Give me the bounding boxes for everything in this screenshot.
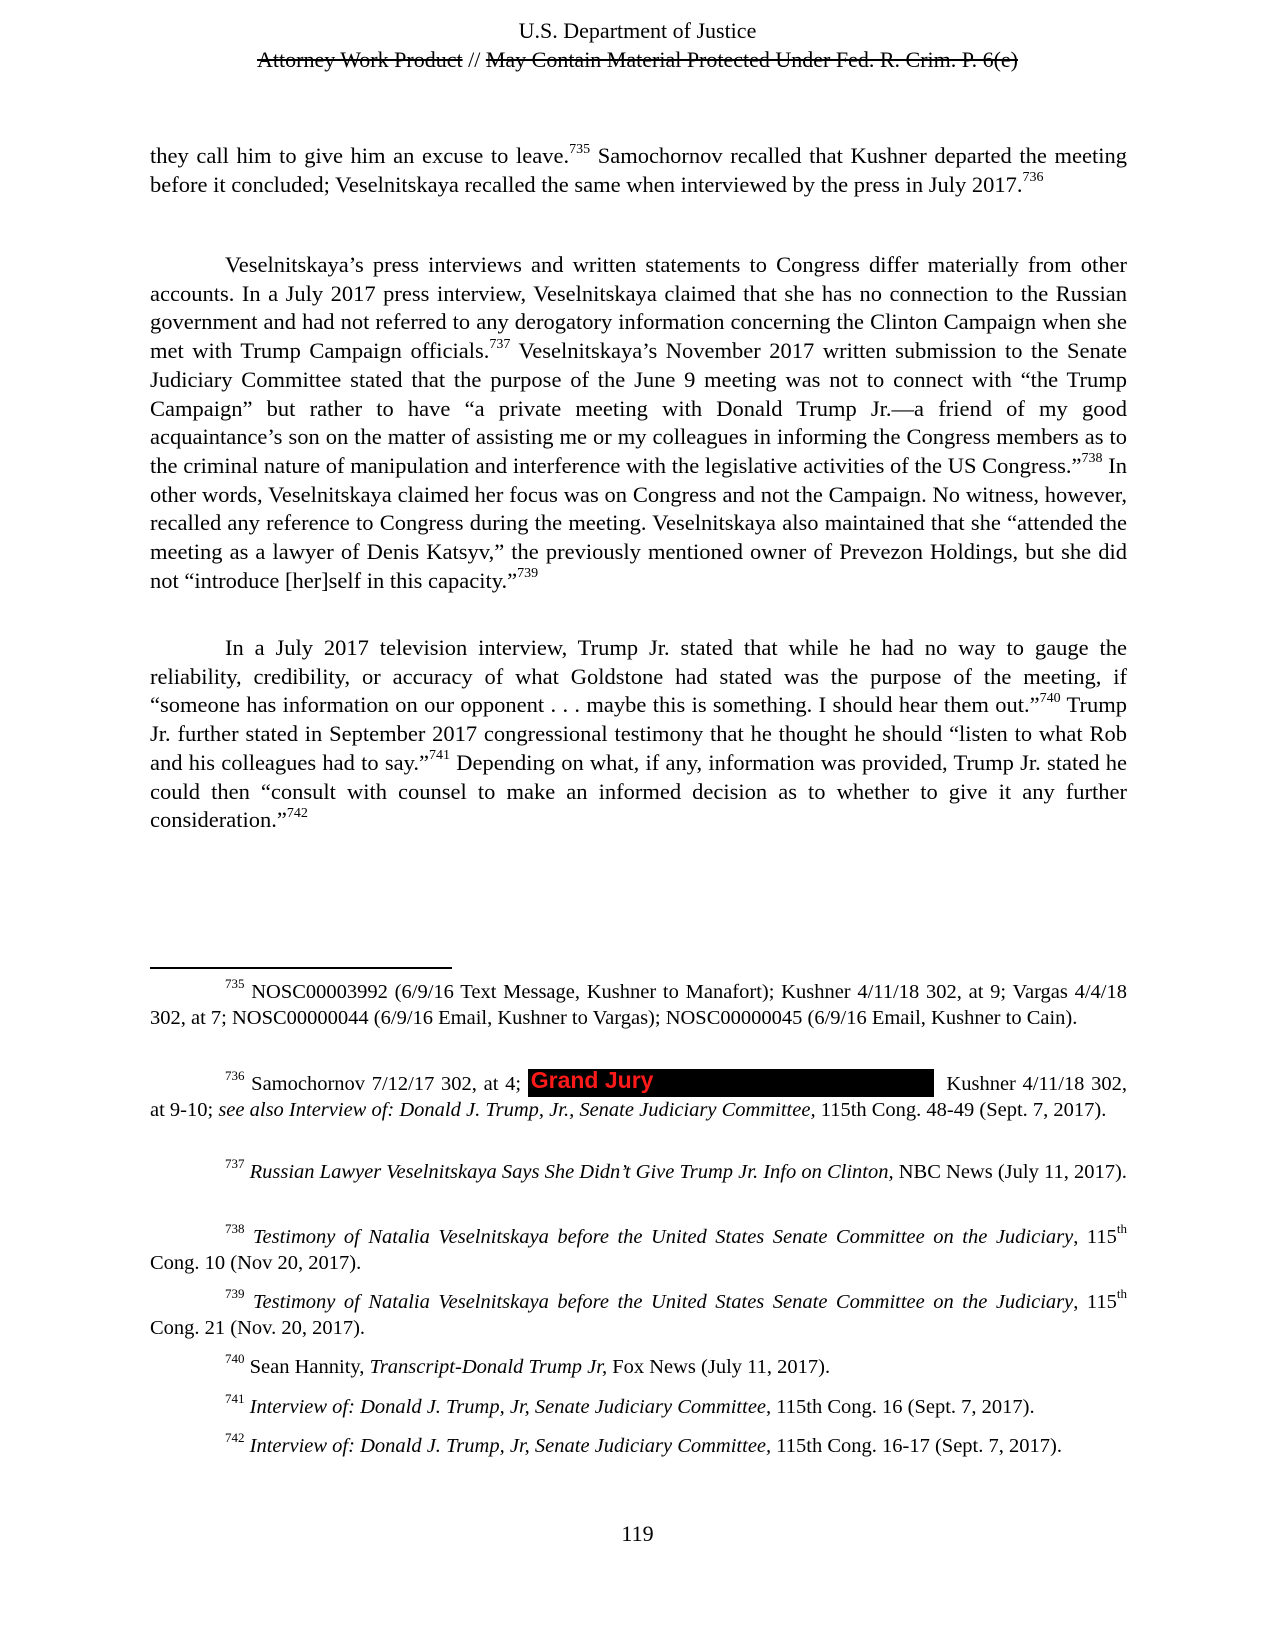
paragraph-text: Samochornov recalled that Kushner departed the meeting before it concluded; Veselnitskaya recalled the same when interviewed by the press in July 2017.: [150, 143, 1127, 197]
redaction-label: Grand Jury: [530, 1067, 654, 1093]
footnote-citation-title: Testimony of Natalia Veselnitskaya before the United States Senate Committee on the Judiciary: [244, 1226, 1074, 1248]
footnote-ref-739[interactable]: 739: [517, 566, 539, 582]
footnote-text: , 115: [1073, 1291, 1117, 1313]
footnote-number: 736: [225, 1068, 245, 1084]
footnote-text: Sean Hannity,: [244, 1356, 370, 1378]
page-header: [0, 16, 1275, 74]
header-title: U.S. Department of Justice: [518, 18, 757, 43]
marking-work-product: Attorney Work Product: [257, 47, 463, 72]
footnote-741: [150, 1391, 1127, 1421]
footnote-number: 738: [225, 1221, 245, 1237]
marking-separator: //: [462, 47, 486, 72]
paragraph-text: In a July 2017 television interview, Trump Jr. stated that while he had no way to gauge the reliability, credibility, or accuracy of what Goldstone had stated was the purpose of the meeting, if “someone has information on our opponent . . . maybe this is something. I should hear them out.”: [150, 635, 1127, 718]
paragraph-text: they call him to give him an excuse to leave.: [150, 143, 570, 168]
footnote-text: Fox News (July 11, 2017).: [607, 1356, 831, 1378]
footnote-ref-741[interactable]: 741: [429, 748, 450, 764]
footnote-text: Kushner 4/11/18 302, at 9-10;: [150, 1073, 1127, 1121]
footnote-text: 115th Cong. 16-17 (Sept. 7, 2017).: [771, 1435, 1062, 1457]
paragraph-2: [150, 251, 1127, 595]
paragraph-text: Trump Jr. further stated in September 2017 congressional testimony that he thought he should “listen to what Rob and his colleagues had to say.”: [150, 692, 1127, 775]
footnote-citation-title: Russian Lawyer Veselnitskaya Says She Didn’t Give Trump Jr. Info on Clinton,: [244, 1161, 894, 1183]
footnote-citation-title: Interview of: Donald J. Trump, Jr, Senate Judiciary Committee,: [244, 1435, 772, 1457]
ordinal-suffix: th: [1116, 1286, 1127, 1302]
paragraph-text: Veselnitskaya’s press interviews and written statements to Congress differ materially from other accounts. In a July 2017 press interview, Veselnitskaya claimed that she has no connection to the Russian government and had not referred to any derogatory information concerning the Clinton Campaign when she met with Trump Campaign officials.: [150, 252, 1127, 364]
footnote-text: Samochornov 7/12/17 302, at 4;: [244, 1073, 528, 1095]
footnote-ref-737[interactable]: 737: [489, 336, 511, 352]
paragraph-text: In other words, Veselnitskaya claimed her focus was on Congress and not the Campaign. No witness, however, recalled any reference to Congress during the meeting. Veselnitskaya also maintained that she “attended the meeting as a lawyer of Denis Katsyv,” the previously mentioned owner of Prevezon Holdings, but she did not “introduce [her]self in this capacity.”: [150, 452, 1127, 593]
footnote-737: [150, 1156, 1127, 1186]
footnote-number: 737: [225, 1156, 245, 1172]
footnote-text: 115th Cong. 16 (Sept. 7, 2017).: [771, 1396, 1035, 1418]
footnote-citation-title: Transcript-Donald Trump Jr,: [369, 1356, 608, 1378]
footnote-742: [150, 1430, 1127, 1460]
paragraph-text: Veselnitskaya’s November 2017 written submission to the Senate Judiciary Committee stated that the purpose of the June 9 meeting was not to connect with “the Trump Campaign” but rather to have “a private meeting with Donald Trump Jr.—a friend of my good acquaintance’s son on the matter of assisting me or my colleagues in informing the Congress members as to the criminal nature of manipulation and interference with the legislative activities of the US Congress.”: [150, 338, 1127, 478]
ordinal-suffix: th: [1116, 1221, 1127, 1237]
paragraph-1: [150, 142, 1127, 199]
grand-jury-redaction: [528, 1069, 934, 1097]
footnote-ref-735[interactable]: 735: [569, 141, 591, 157]
footnote-text: NOSC00003992 (6/9/16 Text Message, Kushner to Manafort); Kushner 4/11/18 302, at 9; Vargas 4/4/18 302, at 7; NOSC00000044 (6/9/16 Email, Kushner to Vargas); NOSC00000045 (6/9/16 Email, Kushner to Cain).: [150, 981, 1127, 1029]
footnote-citation-title: see also Interview of: Donald J. Trump, Jr., Senate Judiciary Committee,: [218, 1098, 816, 1121]
footnote-number: 741: [225, 1391, 245, 1407]
footnote-text: 115th Cong. 48-49 (Sept. 7, 2017).: [815, 1098, 1107, 1121]
footnote-text: NBC News (July 11, 2017).: [893, 1161, 1127, 1183]
footnote-text: Cong. 21 (Nov. 20, 2017).: [150, 1316, 366, 1339]
footnote-ref-742[interactable]: 742: [286, 805, 308, 821]
footnote-number: 735: [225, 976, 245, 992]
footnote-text: Cong. 10 (Nov 20, 2017).: [150, 1251, 362, 1274]
footnote-citation-title: Interview of: Donald J. Trump, Jr, Senate Judiciary Committee,: [244, 1396, 772, 1418]
footnote-738: [150, 1221, 1127, 1276]
paragraph-text: Depending on what, if any, information was provided, Trump Jr. stated he could then “consult with counsel to make an informed decision as to whether to give it any further consideration.”: [150, 749, 1127, 833]
footnote-number: 742: [225, 1430, 245, 1446]
page-number: 119: [621, 1521, 654, 1546]
footnote-citation-title: Testimony of Natalia Veselnitskaya before the United States Senate Committee on the Judiciary: [244, 1291, 1074, 1313]
footnote-ref-740[interactable]: 740: [1039, 690, 1061, 706]
footnote-divider: [150, 967, 452, 969]
marking-grand-jury: May Contain Material Protected Under Fed. R. Crim. P. 6(e): [485, 47, 1018, 72]
footnote-number: 739: [225, 1286, 245, 1302]
footnote-text: , 115: [1073, 1226, 1117, 1248]
footnote-740: [150, 1351, 1127, 1381]
header-markings: [0, 45, 1275, 74]
footnote-735: [150, 976, 1127, 1031]
footnote-736: [150, 1069, 1127, 1123]
footnote-739: [150, 1286, 1127, 1341]
footnote-ref-736[interactable]: 736: [1022, 170, 1044, 186]
paragraph-3: [150, 634, 1127, 835]
footnote-ref-738[interactable]: 738: [1081, 451, 1103, 467]
footnote-number: 740: [225, 1351, 245, 1367]
